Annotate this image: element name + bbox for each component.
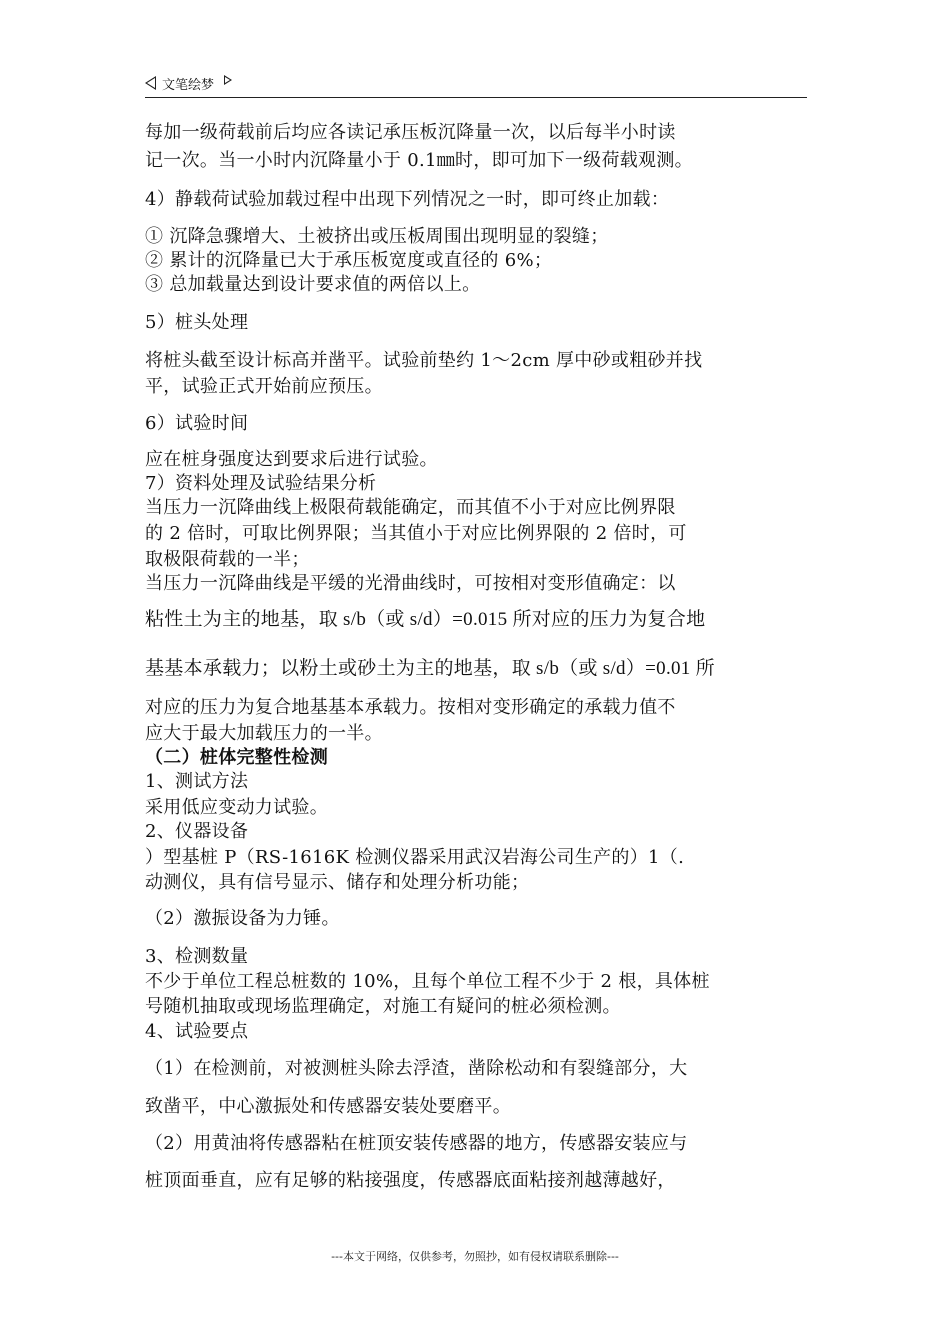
text-line: 平，试验正式开始前应预压。: [145, 376, 383, 397]
text-line: 每加一级荷载前后均应各读记承压板沉降量一次，以后每半小时读: [145, 122, 676, 143]
text-line: 粘性土为主的地基，取 s/b（或 s/d）=0.015 所对应的压力为复合地: [145, 609, 706, 630]
text-line: ① 沉降急骤增大、土被挤出或压板周围出现明显的裂缝；: [145, 226, 609, 247]
text-line: 采用低应变动力试验。: [145, 797, 328, 818]
text-line: 1、测试方法: [145, 771, 249, 792]
text-line: 5）桩头处理: [145, 312, 249, 333]
text-line: 的 2 倍时，可取比例界限；当其值小于对应比例界限的 2 倍时，可: [145, 523, 687, 544]
text-line: 致凿平，中心激振处和传感器安装处要磨平。: [145, 1096, 511, 1117]
text-line: ② 累计的沉降量已大于承压板宽度或直径的 6%；: [145, 250, 553, 271]
text-line: 不少于单位工程总桩数的 10%，且每个单位工程不少于 2 根，具体桩: [145, 971, 710, 992]
text-line: 当压力一沉降曲线上极限荷载能确定，而其值不小于对应比例界限: [145, 497, 676, 518]
text-line: 4）静载荷试验加载过程中出现下列情况之一时，即可终止加载：: [145, 189, 670, 210]
text-line: 记一次。当一小时内沉降量小于 0.1㎜时，即可加下一级荷载观测。: [145, 150, 693, 171]
text-line: 号随机抽取或现场监理确定，对施工有疑问的桩必须检测。: [145, 996, 621, 1017]
page-footer: ---本文于网络，仅供参考，勿照抄，如有侵权请联系删除---: [331, 1250, 619, 1263]
text-line: （1）在检测前，对被测桩头除去浮渣，凿除松动和有裂缝部分，大: [145, 1058, 688, 1079]
text-line: 将桩头截至设计标高并凿平。试验前垫约 1～2cm 厚中砂或粗砂并找: [145, 350, 703, 371]
text-line: 6）试验时间: [145, 413, 249, 434]
triangle-right-icon: [224, 75, 232, 85]
section-heading: （二）桩体完整性检测: [145, 747, 328, 768]
page-header: [145, 72, 232, 94]
text-line: 7）资料处理及试验结果分析: [145, 473, 377, 494]
text-line: 动测仪，具有信号显示、储存和处理分析功能；: [145, 872, 530, 893]
text-line: ）型基桩 P（RS-1616K 检测仪器采用武汉岩海公司生产的）1（.: [145, 847, 685, 868]
text-line: 应在桩身强度达到要求后进行试验。: [145, 449, 438, 470]
text-line: 应大于最大加载压力的一半。: [145, 723, 383, 744]
triangle-left-icon: [145, 76, 156, 90]
header-title: 文笔绘梦: [162, 77, 215, 93]
text-line: 4、试验要点: [145, 1021, 249, 1042]
text-line: 3、检测数量: [145, 946, 249, 967]
text-line: 对应的压力为复合地基基本承载力。按相对变形确定的承载力值不: [145, 697, 676, 718]
text-line: ③ 总加载量达到设计要求值的两倍以上。: [145, 274, 481, 295]
text-line: 当压力一沉降曲线是平缓的光滑曲线时，可按相对变形值确定：以: [145, 573, 676, 594]
text-line: （2）用黄油将传感器粘在桩顶安装传感器的地方，传感器安装应与: [145, 1133, 688, 1154]
text-line: 2、仪器设备: [145, 821, 249, 842]
text-line: 基基本承载力；以粉土或砂土为主的地基，取 s/b（或 s/d）=0.01 所: [145, 658, 715, 679]
text-line: 桩顶面垂直，应有足够的粘接强度，传感器底面粘接剂越薄越好，: [145, 1170, 676, 1191]
header-rule: [145, 97, 807, 98]
text-line: 取极限荷载的一半；: [145, 549, 310, 570]
text-line: （2）激振设备为力锤。: [145, 908, 340, 929]
